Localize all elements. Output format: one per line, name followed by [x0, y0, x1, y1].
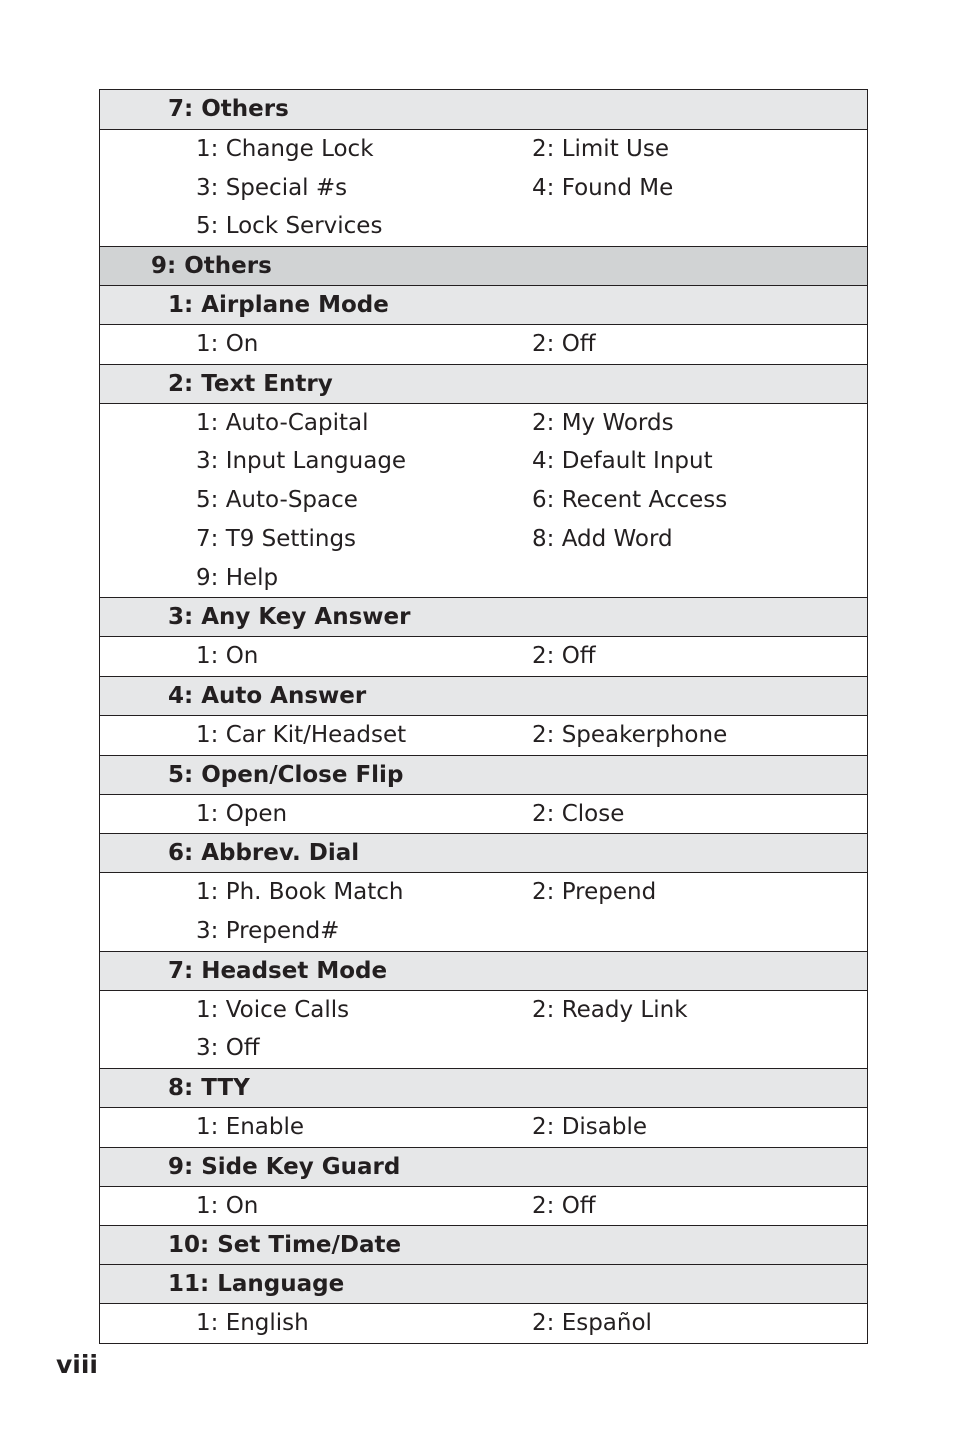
item-row	[100, 130, 867, 169]
section-header	[100, 1068, 867, 1107]
item-row	[100, 716, 867, 755]
section-header	[100, 833, 867, 872]
section-header	[100, 285, 867, 324]
menu-table	[99, 89, 868, 1344]
section-title: 9: Others	[151, 253, 272, 280]
page-number: viii	[56, 1350, 99, 1379]
menu-item: 5: Lock Services	[196, 213, 383, 240]
section-items	[100, 1303, 867, 1343]
item-row	[100, 442, 867, 481]
item-row	[100, 325, 867, 364]
menu-item: 2: Disable	[532, 1114, 648, 1140]
menu-item: 2: Prepend	[532, 879, 657, 906]
section-header	[100, 597, 867, 636]
menu-item: 1: Enable	[196, 1114, 305, 1140]
section-title: 2: Text Entry	[168, 370, 333, 397]
menu-item: 3: Input Language	[196, 448, 407, 475]
item-row	[100, 404, 867, 443]
menu-item: 6: Recent Access	[532, 487, 728, 514]
menu-item: 1: Ph. Book Match	[196, 879, 404, 906]
section-title: 9: Side Key Guard	[168, 1153, 401, 1180]
menu-item: 2: Off	[532, 331, 596, 358]
menu-item: 1: On	[196, 331, 259, 358]
item-row	[100, 1187, 867, 1226]
section-header	[100, 755, 867, 794]
menu-item: 3: Prepend#	[196, 917, 340, 944]
section-items	[100, 129, 867, 246]
section-header	[100, 676, 867, 715]
menu-item: 1: Voice Calls	[196, 996, 350, 1023]
section-title: 4: Auto Answer	[168, 682, 367, 709]
item-row	[100, 520, 867, 559]
section-items	[100, 1186, 867, 1226]
section-title: 6: Abbrev. Dial	[168, 840, 360, 867]
section-title: 11: Language	[168, 1271, 345, 1298]
menu-item: 1: Open	[196, 800, 288, 827]
menu-item: 4: Default Input	[532, 448, 713, 475]
menu-item: 3: Off	[196, 1035, 260, 1062]
section-header	[100, 90, 867, 129]
section-header	[100, 1264, 867, 1303]
menu-item: 2: Limit Use	[532, 136, 669, 162]
item-row	[100, 1304, 867, 1343]
menu-item: 8: Add Word	[532, 525, 673, 552]
section-items	[100, 403, 867, 597]
section-title: 3: Any Key Answer	[168, 604, 411, 631]
section-items	[100, 794, 867, 834]
item-row	[100, 169, 867, 208]
item-row	[100, 1029, 867, 1068]
item-row	[100, 1108, 867, 1147]
menu-item: 2: Speakerphone	[532, 721, 728, 748]
section-title: 10: Set Time/Date	[168, 1232, 402, 1259]
menu-item: 2: Ready Link	[532, 996, 688, 1023]
menu-item: 2: Off	[532, 1192, 596, 1219]
section-title: 7: Headset Mode	[168, 957, 388, 984]
section-header	[100, 951, 867, 990]
menu-item: 3: Special #s	[196, 174, 348, 201]
menu-item: 1: Auto-Capital	[196, 409, 369, 436]
menu-item: 4: Found Me	[532, 174, 674, 201]
section-header	[100, 1225, 867, 1264]
section-title: 1: Airplane Mode	[168, 292, 389, 319]
section-title: 7: Others	[168, 96, 289, 122]
item-row	[100, 637, 867, 676]
menu-item: 7: T9 Settings	[196, 525, 357, 552]
menu-item: 5: Auto-Space	[196, 487, 358, 514]
menu-item: 1: English	[196, 1310, 309, 1337]
section-items	[100, 872, 867, 950]
item-row	[100, 912, 867, 951]
item-row	[100, 207, 867, 246]
menu-item: 2: Off	[532, 643, 596, 670]
section-items	[100, 1107, 867, 1147]
menu-item: 2: Close	[532, 800, 625, 827]
section-items	[100, 990, 867, 1068]
section-title: 5: Open/Close Flip	[168, 761, 404, 788]
section-items	[100, 636, 867, 676]
section-header	[100, 364, 867, 403]
menu-item: 2: My Words	[532, 409, 674, 436]
menu-item: 1: Change Lock	[196, 136, 374, 162]
section-items	[100, 324, 867, 364]
menu-item: 1: On	[196, 643, 259, 670]
item-row	[100, 873, 867, 912]
item-row	[100, 481, 867, 520]
menu-item: 9: Help	[196, 564, 279, 591]
item-row	[100, 559, 867, 598]
section-title: 8: TTY	[168, 1075, 250, 1101]
menu-item: 1: On	[196, 1192, 259, 1219]
menu-item: 1: Car Kit/Headset	[196, 721, 407, 748]
section-items	[100, 715, 867, 755]
menu-item: 2: Español	[532, 1310, 652, 1337]
section-header	[100, 246, 867, 285]
item-row	[100, 795, 867, 834]
item-row	[100, 991, 867, 1030]
section-header	[100, 1147, 867, 1186]
